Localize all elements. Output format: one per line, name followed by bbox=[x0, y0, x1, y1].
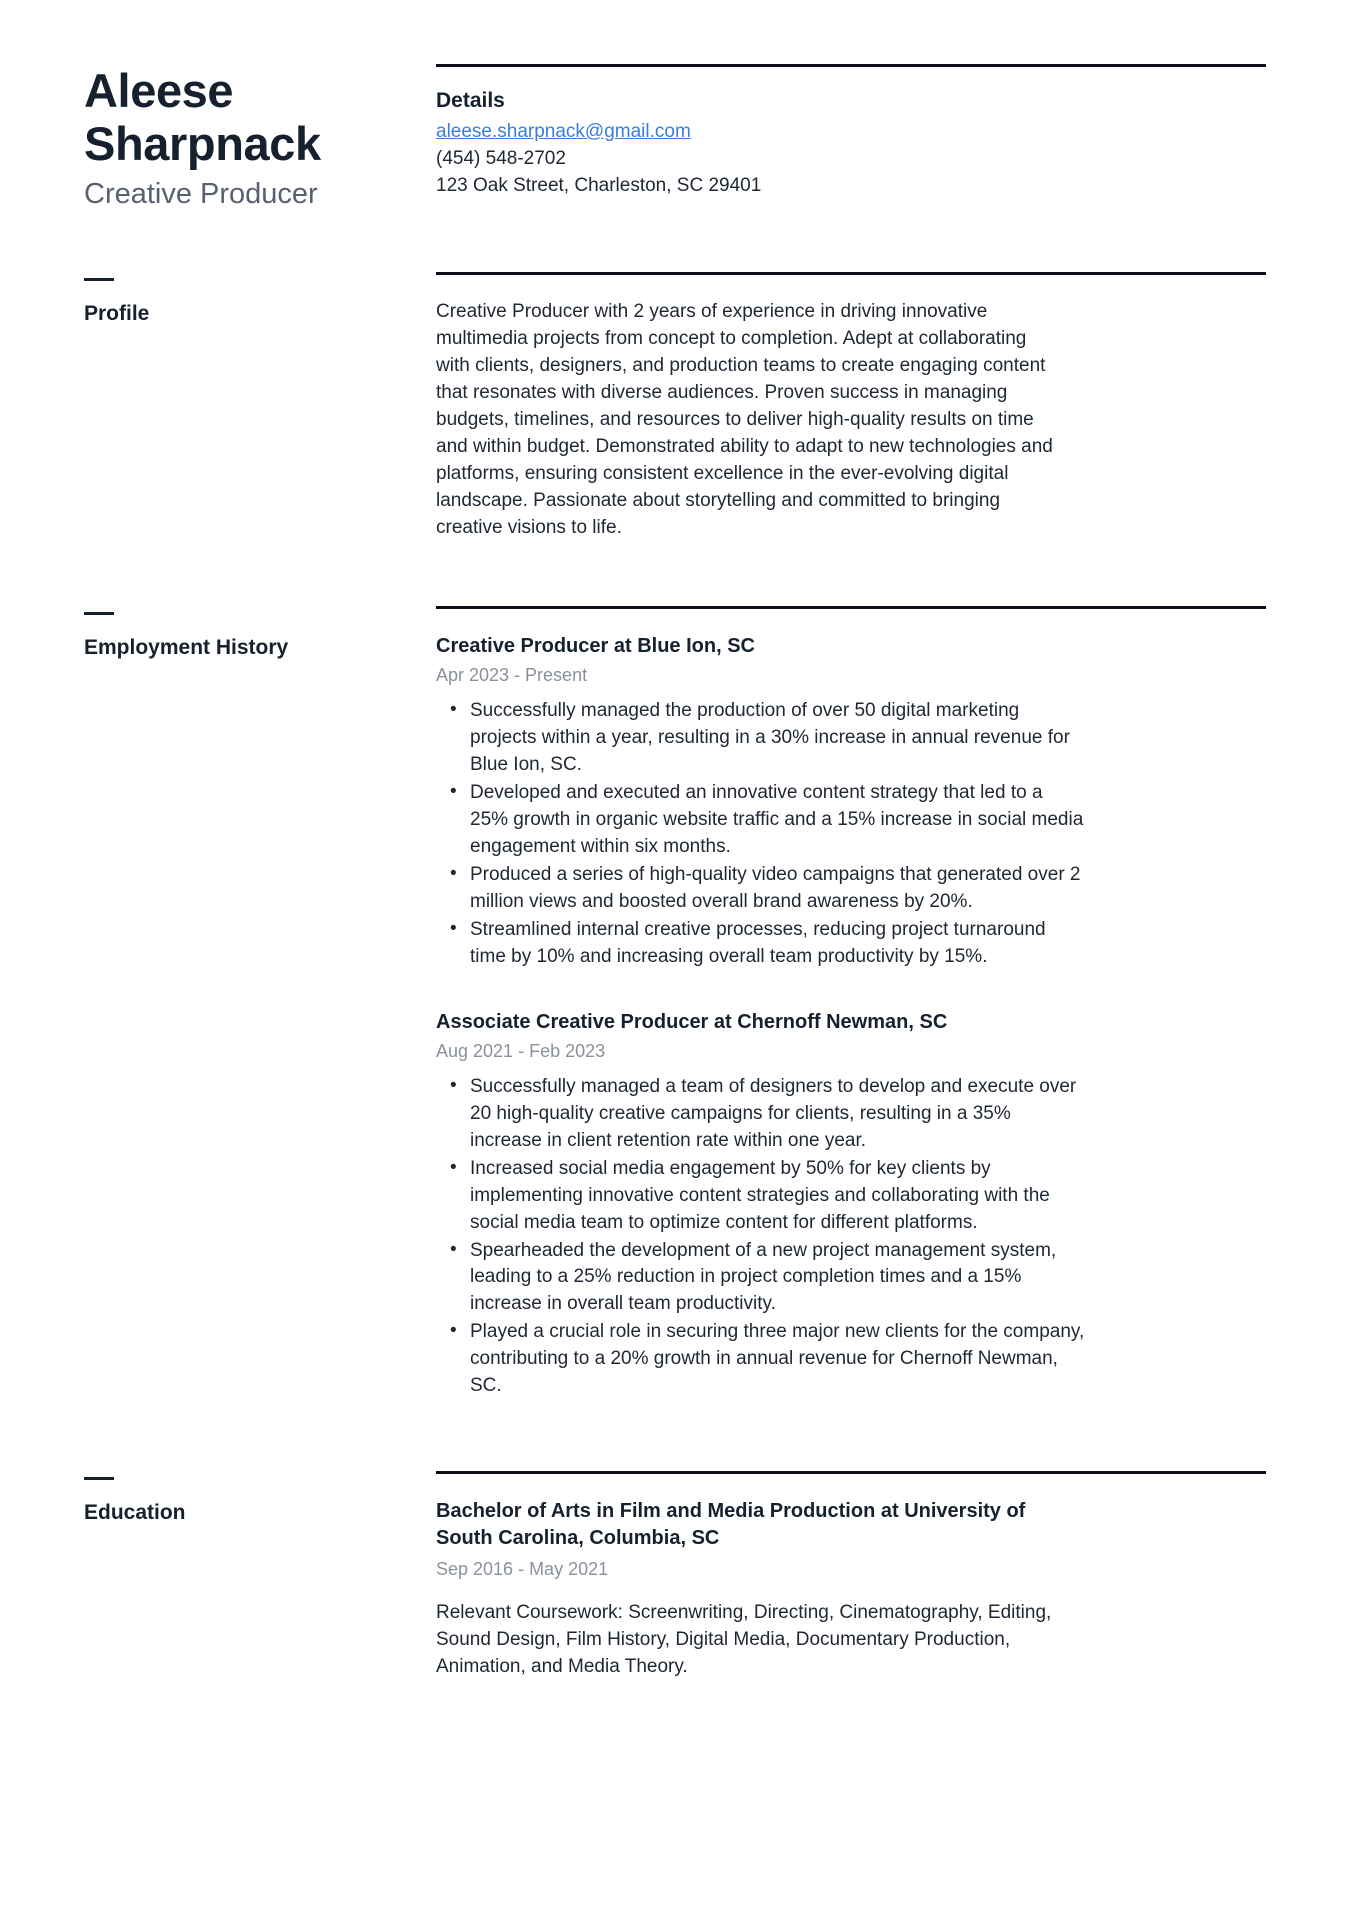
job-title-subtitle: Creative Producer bbox=[84, 178, 318, 211]
section-dash-icon bbox=[84, 278, 114, 281]
address-text: 123 Oak Street, Charleston, SC 29401 bbox=[436, 174, 762, 196]
employment-label-column bbox=[84, 606, 436, 660]
page-title bbox=[84, 64, 344, 170]
education-entry-dates: Sep 2016 - May 2021 bbox=[436, 1558, 609, 1579]
profile-summary-text: Creative Producer with 2 years of experience in driving innovative multimedia projects from concept to completion. Adept at collaborating with clients, designers, and production teams to create engaging content that resonates with diverse audiences. Proven success in managing budgets, timelines, and resources to deliver high-quality results on time and within budget. Demonstrated ability to adapt to new technologies and platforms, ensuring consistent excellence in the ever-evolving digital landscape. Passionate about storytelling and committed to bringing creative visions to life. bbox=[436, 300, 1053, 538]
education-entry-coursework: Relevant Coursework: Screenwriting, Directing, Cinematography, Editing, Sound Design, Film History, Digital Media, Documentary Production, Animation, and Media Theory. bbox=[436, 1601, 1052, 1677]
sidebar-label-profile: Profile bbox=[84, 301, 150, 325]
employment-section bbox=[84, 606, 1266, 1402]
section-dash-icon bbox=[84, 612, 114, 615]
list-item: • Successfully managed a team of designers to develop and execute over 20 high-quality creative campaigns for clients, resulting in a 35% increase in client retention rate within one year. bbox=[470, 1074, 1085, 1155]
header-identity bbox=[84, 64, 436, 214]
list-item: • Spearheaded the development of a new project management system, leading to a 25% reduction in project completion times and a 15% increase in overall team productivity. bbox=[470, 1238, 1085, 1319]
employment-entry-bullets bbox=[436, 1074, 1266, 1401]
employment-content bbox=[436, 606, 1266, 1402]
section-dash-icon bbox=[84, 1477, 114, 1480]
profile-section bbox=[84, 272, 1266, 542]
employment-entry-title: Creative Producer at Blue Ion, SC bbox=[436, 634, 755, 657]
employment-divider bbox=[436, 606, 1266, 609]
last-name: Sharpnack bbox=[84, 117, 321, 171]
education-section bbox=[84, 1471, 1266, 1680]
education-label-column bbox=[84, 1471, 436, 1525]
education-content bbox=[436, 1471, 1266, 1680]
employment-entry-dates: Apr 2023 - Present bbox=[436, 664, 588, 685]
profile-divider bbox=[436, 272, 1266, 275]
profile-content bbox=[436, 272, 1266, 542]
list-item: • Streamlined internal creative processes, reducing project turnaround time by 10% and increasing overall team productivity by 15%. bbox=[470, 917, 1085, 971]
employment-entry-bullets bbox=[436, 698, 1266, 971]
employment-entry-dates: Aug 2021 - Feb 2023 bbox=[436, 1040, 606, 1061]
list-item: • Successfully managed the production of over 50 digital marketing projects within a year, resulting in a 30% increase in annual revenue for Blue Ion, SC. bbox=[470, 698, 1085, 779]
list-item: • Increased social media engagement by 50% for key clients by implementing innovative content strategies and collaborating with the social media team to optimize content for different platforms. bbox=[470, 1156, 1085, 1237]
list-item: • Played a crucial role in securing three major new clients for the company, contributing to a 20% growth in annual revenue for Chernoff Newman, SC. bbox=[470, 1319, 1085, 1400]
details-heading: Details bbox=[436, 89, 505, 112]
sidebar-label-employment-history: Employment History bbox=[84, 635, 289, 659]
email-link[interactable]: aleese.sharpnack@gmail.com bbox=[436, 121, 691, 142]
profile-label-column bbox=[84, 272, 436, 326]
list-item: • Produced a series of high-quality video campaigns that generated over 2 million views and boosted overall brand awareness by 20%. bbox=[470, 862, 1085, 916]
list-item: • Developed and executed an innovative content strategy that led to a 25% growth in organic website traffic and a 15% increase in social media engagement within six months. bbox=[470, 780, 1085, 861]
employment-entry bbox=[436, 633, 1266, 971]
details-divider bbox=[436, 64, 1266, 67]
phone-text: (454) 548-2702 bbox=[436, 147, 566, 169]
sidebar-label-education: Education bbox=[84, 1501, 186, 1525]
employment-entry-title: Associate Creative Producer at Chernoff Newman, SC bbox=[436, 1010, 948, 1033]
education-divider bbox=[436, 1471, 1266, 1474]
employment-entry bbox=[436, 1009, 1266, 1401]
header-section bbox=[84, 64, 1266, 214]
education-entry bbox=[436, 1498, 1266, 1680]
details-section bbox=[436, 64, 1266, 200]
first-name: Aleese bbox=[84, 64, 234, 117]
education-entry-title: Bachelor of Arts in Film and Media Production at University of South Carolina, Columbia, SC bbox=[436, 1500, 1026, 1549]
